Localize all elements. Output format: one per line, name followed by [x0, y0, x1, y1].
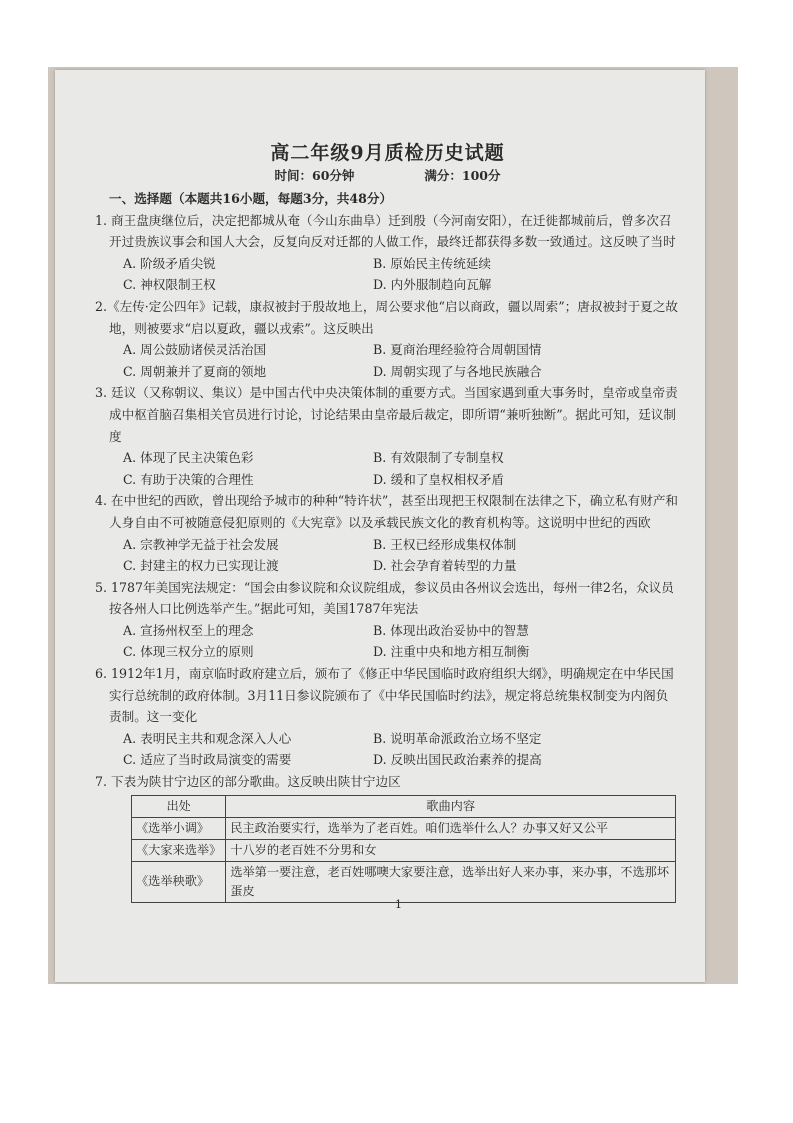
- table-row: [132, 839, 676, 861]
- exam-content: [95, 140, 680, 903]
- full-score: 满分：100分: [424, 168, 501, 183]
- option-c: C. 周朝兼并了夏商的领地: [123, 363, 267, 379]
- page-number: 1: [395, 898, 402, 911]
- option-c: C. 适应了当时政局演变的需要: [123, 752, 292, 768]
- option-a: A. 体现了民主决策色彩: [123, 450, 254, 466]
- question-stem: 5. 1787年美国宪法规定：“国会由参议院和众议院组成，参议员由各州议会选出，每州一律2名，众议员按各州人口比例选举产生。”据此可知，美国1787年宪法: [95, 579, 674, 617]
- time-limit: 时间：60分钟: [274, 168, 355, 183]
- question-stem: 6. 1912年1月，南京临时政府建立后，颁布了《修正中华民国临时政府组织大纲》，明确规定在中华民国实行总统制的政府体制。3月11日参议院颁布了《中华民国临时约法》，规定将总统集权制变为内阁负责制。这一变化: [95, 666, 674, 725]
- option-a: A. 阶级矛盾尖锐: [123, 255, 216, 271]
- table-row: [132, 861, 676, 902]
- option-b: B. 夏商治理经验符合周朝国情: [373, 342, 542, 358]
- option-b: B. 体现出政治妥协中的智慧: [373, 622, 529, 638]
- question-options: [95, 447, 680, 490]
- option-c: C. 有助于决策的合理性: [123, 471, 254, 487]
- option-a: A. 周公鼓励诸侯灵活治国: [123, 342, 267, 358]
- column-header-content: 歌曲内容: [226, 795, 676, 817]
- option-a: A. 宣扬州权至上的理念: [123, 622, 254, 638]
- option-d: D. 缓和了皇权相权矛盾: [373, 471, 504, 487]
- question-options: [95, 339, 680, 382]
- question-stem: 7. 下表为陕甘宁边区的部分歌曲。这反映出陕甘宁边区: [95, 774, 401, 790]
- question-options: [95, 620, 680, 663]
- question-stem: 1. 商王盘庚继位后，决定把都城从奄（今山东曲阜）迁到殷（今河南安阳），在迁徙都城前后，曾多次召开过贵族议事会和国人大会，反复向反对迁都的人做工作，最终迁都获得多数一致通过。这反映了当时: [95, 212, 676, 250]
- question-1: [95, 210, 680, 296]
- question-6: [95, 663, 680, 771]
- song-content: 民主政治要实行，选举为了老百姓。咱们选举什么人？办事又好又公平: [226, 817, 676, 839]
- table-header-row: [132, 795, 676, 817]
- column-header-source: 出处: [132, 795, 226, 817]
- question-3: [95, 382, 680, 490]
- exam-title: 高二年级9月质检历史试题: [270, 142, 505, 164]
- song-content: 选举第一要注意，老百姓哪噢大家要注意，选举出好人来办事，来办事，不选那坏蛋皮: [226, 861, 676, 902]
- question-stem: 2.《左传·定公四年》记载，康叔被封于殷故地上，周公要求他“启以商政，疆以周索”；唐叔被封于夏之故地，则被要求“启以夏政，疆以戎索”。这反映出: [95, 298, 679, 336]
- option-a: A. 宗教神学无益于社会发展: [123, 536, 279, 552]
- question-stem: 3. 廷议（又称朝议、集议）是中国古代中央决策体制的重要方式。当国家遇到重大事务时，皇帝或皇帝责成中枢首脑召集相关官员进行讨论，讨论结果由皇帝最后裁定，即所谓“兼听独断”。据此可知，廷议制度: [95, 385, 678, 444]
- option-a: A. 表明民主共和观念深入人心: [123, 730, 292, 746]
- option-c: C. 神权限制王权: [123, 277, 216, 293]
- question-options: [95, 253, 680, 296]
- option-d: D. 周朝实现了与各地民族融合: [373, 363, 542, 379]
- option-d: D. 社会孕育着转型的力量: [373, 558, 517, 574]
- option-b: B. 王权已经形成集权体制: [373, 536, 517, 552]
- question-5: [95, 577, 680, 663]
- question-2: [95, 296, 680, 382]
- song-source: 《选举秧歌》: [132, 861, 226, 902]
- question-4: [95, 490, 680, 576]
- option-b: B. 原始民主传统延续: [373, 255, 492, 271]
- option-d: D. 注重中央和地方相互制衡: [373, 644, 530, 660]
- table-row: [132, 817, 676, 839]
- question-options: [95, 728, 680, 771]
- song-source: 《选举小调》: [132, 817, 226, 839]
- songs-table: [131, 795, 676, 903]
- song-source: 《大家来选举》: [132, 839, 226, 861]
- option-b: B. 有效限制了专制皇权: [373, 450, 504, 466]
- option-c: C. 体现三权分立的原则: [123, 644, 254, 660]
- option-d: D. 反映出国民政治素养的提高: [373, 752, 542, 768]
- question-options: [95, 534, 680, 577]
- exam-meta: [95, 166, 680, 186]
- question-7: [95, 771, 680, 903]
- section-heading: 一、选择题（本题共16小题，每题3分，共48分）: [109, 191, 393, 206]
- option-b: B. 说明革命派政治立场不坚定: [373, 730, 542, 746]
- option-d: D. 内外服制趋向瓦解: [373, 277, 492, 293]
- song-content: 十八岁的老百姓不分男和女: [226, 839, 676, 861]
- question-stem: 4. 在中世纪的西欧，曾出现给予城市的种种“特许状”，甚至出现把王权限制在法律之下，确立私有财产和人身自由不可被随意侵犯原则的《大宪章》以及承载民族文化的教育机构等。这说明中世纪的西欧: [95, 493, 679, 530]
- option-c: C. 封建主的权力已实现让渡: [123, 558, 279, 574]
